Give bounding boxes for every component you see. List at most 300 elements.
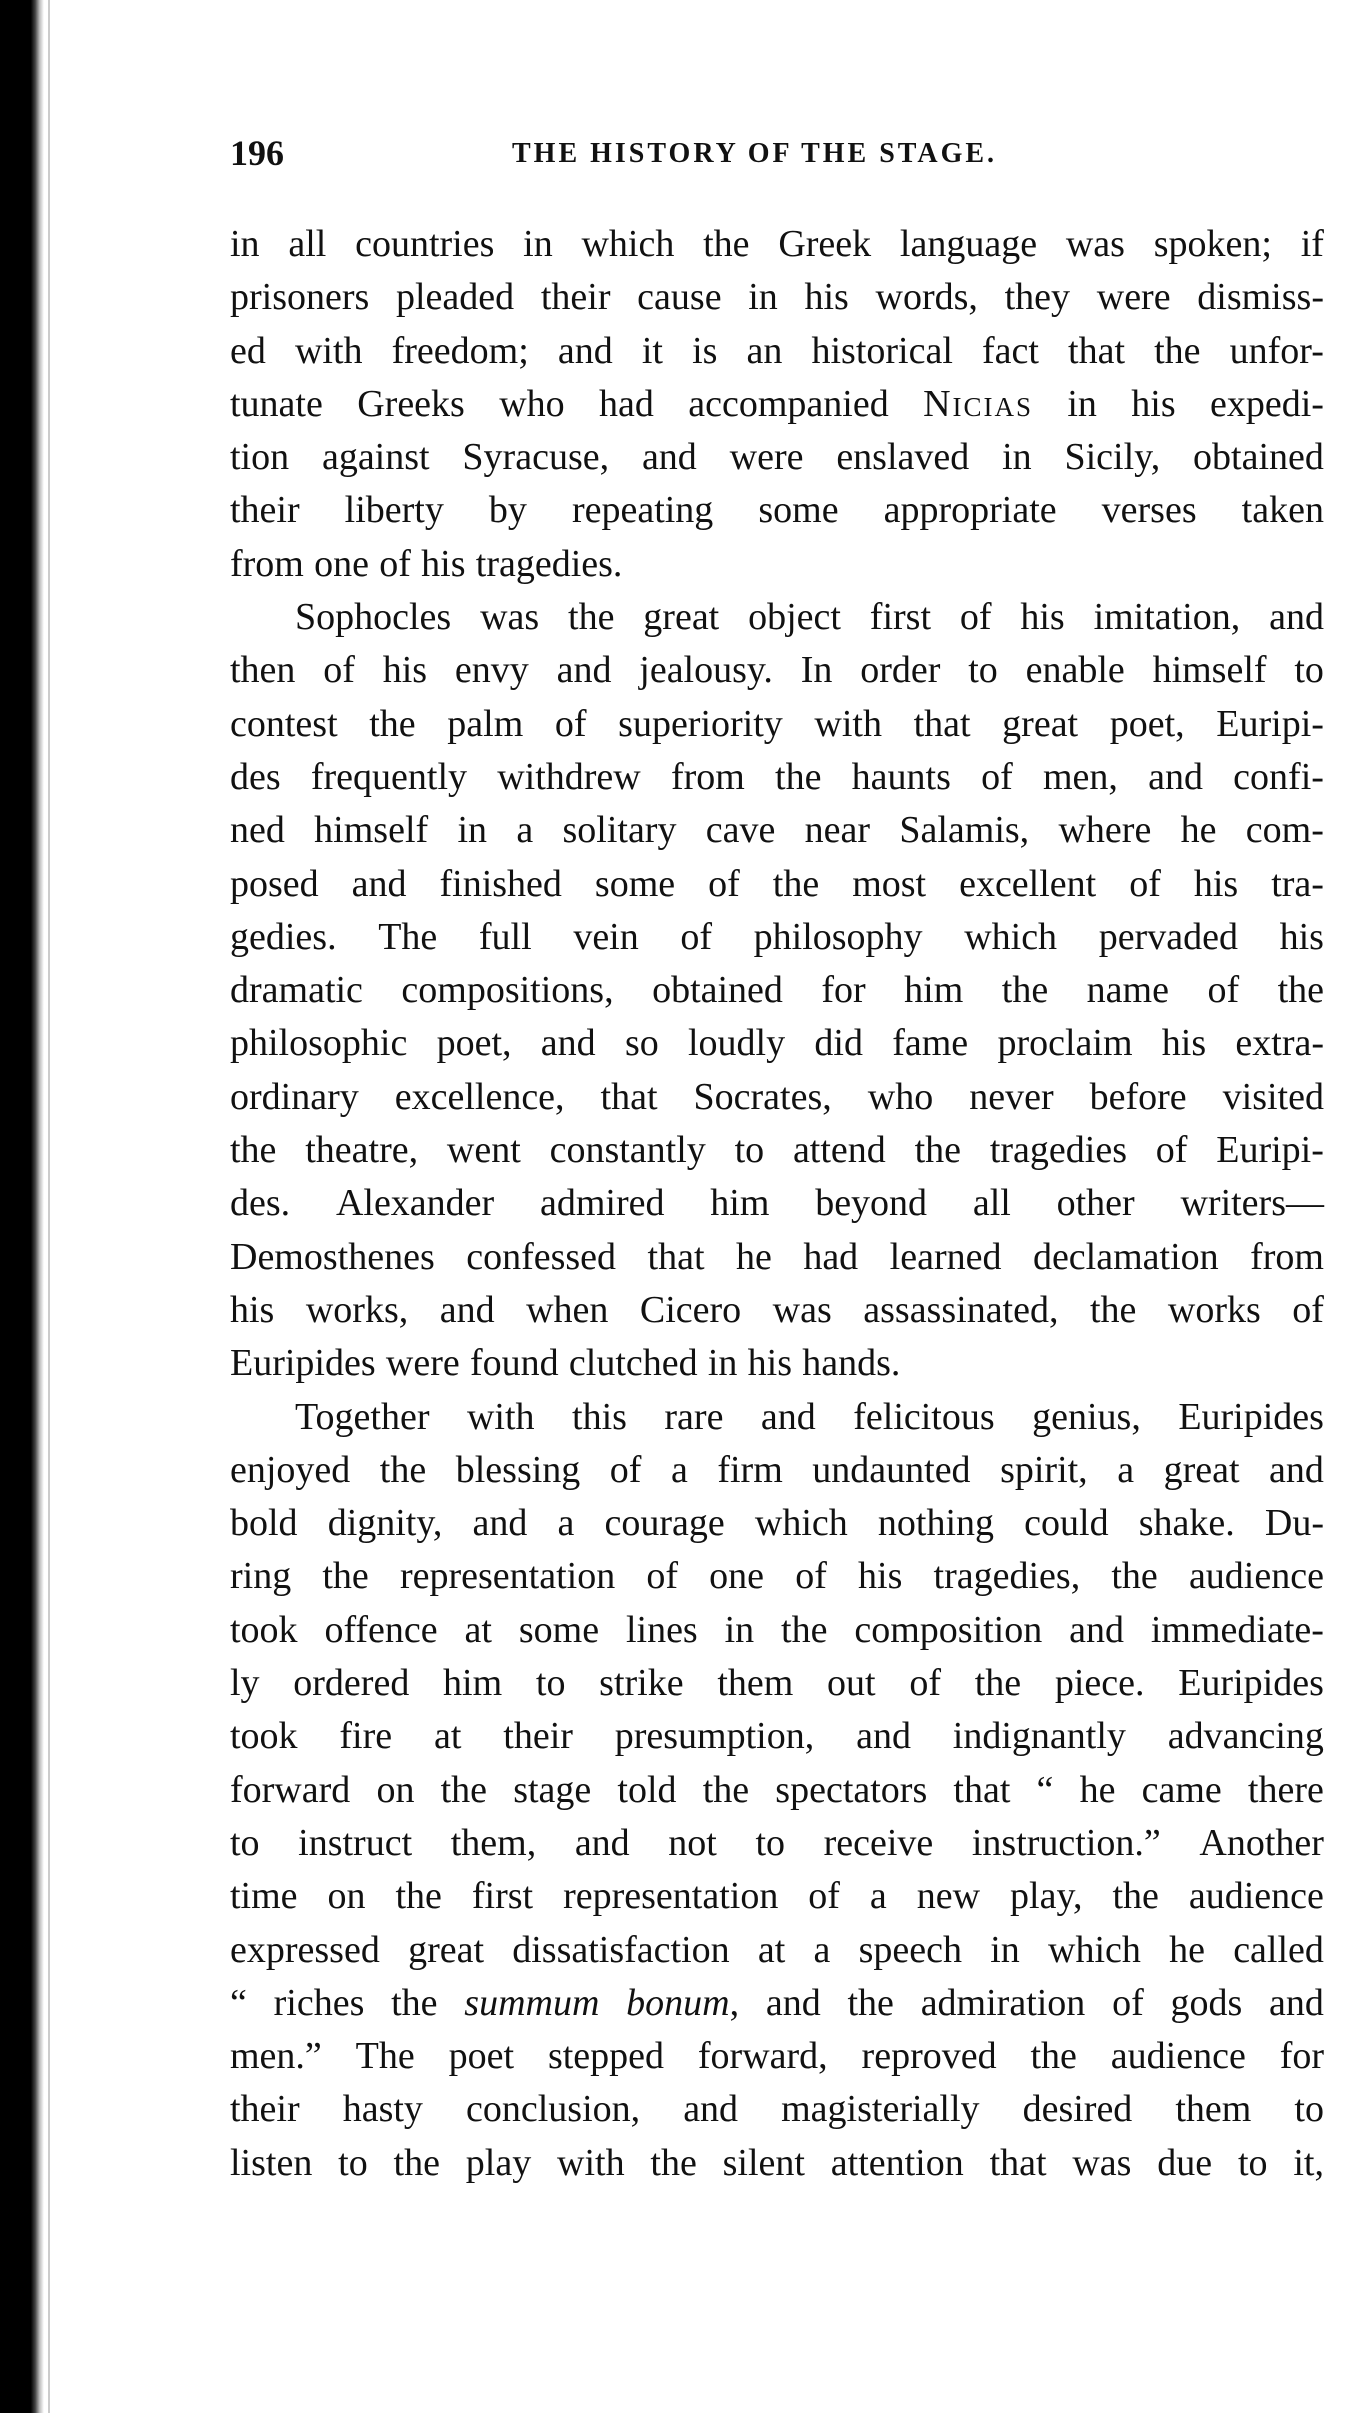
word: them,	[450, 1821, 537, 1864]
word: posed	[230, 862, 319, 905]
word: from	[230, 542, 304, 585]
word: an	[746, 329, 783, 372]
word: ed	[230, 329, 266, 372]
word: his	[1279, 915, 1324, 958]
paragraph	[230, 591, 1324, 1390]
word: expressed	[230, 1928, 380, 1971]
word: riches	[273, 1981, 365, 2024]
word: where	[1058, 809, 1152, 852]
word: a	[813, 1928, 831, 1971]
text-line	[230, 1071, 1324, 1124]
word: speech	[858, 1928, 962, 1971]
word: enslaved	[836, 436, 970, 479]
word: in	[1002, 436, 1032, 479]
word: first	[869, 596, 932, 639]
word: and	[1148, 755, 1203, 798]
text-line	[230, 1231, 1324, 1284]
word: that	[1068, 329, 1126, 372]
word: Alexander	[335, 1182, 495, 1225]
word: felicitous	[853, 1395, 995, 1438]
word: in	[748, 276, 778, 319]
word: of	[808, 1875, 840, 1918]
word: of	[1207, 969, 1240, 1012]
word: to	[230, 1821, 260, 1864]
word: gods	[1170, 1981, 1243, 2024]
text-line	[230, 431, 1324, 484]
word: in	[523, 223, 553, 265]
text-line	[230, 1657, 1324, 1710]
word: his	[747, 1342, 793, 1385]
text-line	[230, 1177, 1324, 1230]
word: and	[439, 1288, 495, 1331]
word: was	[772, 1288, 832, 1331]
word: lines	[625, 1608, 698, 1651]
word: in	[457, 809, 488, 852]
word: tra-	[1271, 862, 1324, 905]
word: clutched	[568, 1342, 698, 1385]
word: so	[624, 1022, 659, 1065]
word: Euripi-	[1216, 702, 1324, 745]
word: and	[540, 1022, 596, 1065]
word: the	[568, 596, 615, 639]
word: tunate	[230, 382, 323, 425]
word: pervaded	[1098, 915, 1238, 958]
word: conclusion,	[465, 2088, 641, 2131]
word: to	[1237, 2141, 1268, 2184]
word: is	[692, 329, 718, 372]
word: Euripides	[1178, 1395, 1324, 1438]
word: the	[369, 702, 416, 745]
word: to	[535, 1662, 566, 1705]
text-line	[230, 1284, 1324, 1337]
word: appropriate	[883, 489, 1057, 532]
word: des	[230, 755, 281, 798]
word: of	[646, 1555, 679, 1598]
word: representation	[563, 1875, 779, 1918]
word: of	[708, 862, 740, 905]
word: him	[710, 1182, 770, 1225]
text-line	[230, 644, 1324, 697]
word: his	[804, 276, 849, 319]
word: other	[1056, 1182, 1135, 1225]
word: had	[803, 1235, 859, 1278]
word: attention	[830, 2141, 964, 2184]
word: works,	[305, 1288, 409, 1331]
word: the	[391, 1981, 438, 2024]
word: des.	[230, 1182, 291, 1225]
word: out	[827, 1662, 876, 1705]
word: proclaim	[997, 1022, 1133, 1065]
text-line	[230, 1764, 1324, 1817]
word: cause	[637, 276, 722, 319]
word: them	[1175, 2088, 1252, 2131]
text-line	[230, 1391, 1324, 1444]
word: accompanied	[688, 382, 889, 425]
word: courage	[604, 1502, 725, 1545]
word: not	[668, 1821, 717, 1864]
word: enjoyed	[230, 1448, 351, 1491]
text-line	[230, 1977, 1324, 2030]
text-line	[230, 484, 1324, 537]
word: and	[1269, 596, 1324, 639]
word: verses	[1101, 489, 1197, 532]
word: his	[1020, 596, 1065, 639]
word: hasty	[342, 2088, 423, 2131]
word: at	[464, 1608, 492, 1651]
word: their	[503, 1715, 573, 1758]
paragraph	[230, 1391, 1324, 2190]
text-line	[230, 1497, 1324, 1550]
word: called	[1233, 1928, 1324, 1971]
word: tragedies	[989, 1129, 1127, 1172]
word: the	[1030, 2035, 1077, 2078]
word: magisterially	[781, 2088, 980, 2131]
word: com-	[1245, 809, 1324, 852]
book-binding-edge	[0, 0, 44, 2413]
word: imitation,	[1093, 596, 1241, 639]
word: some	[758, 489, 839, 532]
word: at	[433, 1715, 462, 1758]
word: him	[443, 1662, 503, 1705]
word: near	[804, 809, 871, 852]
word: ned	[230, 809, 285, 852]
word: writers—	[1180, 1182, 1324, 1225]
word: Sophocles	[295, 596, 452, 639]
word: and	[557, 329, 613, 372]
word: liberty	[344, 489, 444, 532]
word: philosophy	[753, 915, 923, 958]
running-title: THE HISTORY OF THE STAGE.	[512, 138, 998, 169]
word: the	[1001, 969, 1049, 1012]
word: finished	[439, 862, 562, 905]
word: which	[754, 1502, 848, 1545]
word: and	[1269, 1448, 1324, 1491]
word: firm	[717, 1448, 783, 1491]
word: to	[1294, 649, 1324, 692]
word: withdrew	[497, 755, 641, 798]
text-line	[230, 1337, 1324, 1390]
word: theatre,	[305, 1129, 419, 1172]
text-line	[230, 858, 1324, 911]
word: advancing	[1167, 1715, 1324, 1758]
word: admired	[539, 1182, 665, 1225]
word: stage	[513, 1768, 592, 1811]
word: vein	[573, 915, 639, 958]
word: did	[814, 1022, 863, 1065]
word: shake.	[1138, 1502, 1235, 1545]
word: language	[899, 223, 1038, 265]
word: there	[1247, 1768, 1324, 1811]
word: in	[707, 1342, 738, 1385]
word: fire	[339, 1715, 393, 1758]
word: visited	[1222, 1075, 1324, 1118]
word: declamation	[1032, 1235, 1219, 1278]
word: obtained	[652, 969, 783, 1012]
word: and	[574, 1821, 630, 1864]
word: jealousy.	[639, 649, 773, 692]
word: all	[972, 1182, 1011, 1225]
word: it,	[1293, 2141, 1324, 2184]
page-number: 196	[230, 133, 284, 173]
word: them	[717, 1662, 794, 1705]
word: that	[913, 702, 971, 745]
word: great	[643, 596, 720, 639]
word: were	[729, 436, 804, 479]
word: frequently	[310, 755, 468, 798]
word: genius,	[1032, 1395, 1141, 1438]
word: representation	[399, 1555, 616, 1598]
text-line	[230, 2083, 1324, 2136]
word: his	[230, 1288, 275, 1331]
word: all	[288, 223, 327, 265]
word: ordered	[293, 1662, 410, 1705]
word: play	[465, 2141, 532, 2184]
word: silent	[722, 2141, 805, 2184]
word: the	[1277, 969, 1324, 1012]
word: freedom;	[391, 329, 529, 372]
text-line	[230, 2137, 1324, 2190]
word: Demosthenes	[230, 1235, 435, 1278]
word: Salamis,	[899, 809, 1030, 852]
word: a	[670, 1448, 688, 1491]
word: contest	[230, 702, 338, 745]
text-line	[230, 804, 1324, 857]
word: were	[385, 1342, 460, 1385]
word: great	[1002, 702, 1079, 745]
word: and	[556, 649, 612, 692]
word: found	[469, 1342, 559, 1385]
word: constantly	[549, 1129, 706, 1172]
word: he	[735, 1235, 772, 1278]
word: who	[867, 1075, 934, 1118]
word: and	[856, 1715, 911, 1758]
word: went	[446, 1129, 521, 1172]
word: when	[526, 1288, 609, 1331]
word: words,	[875, 276, 978, 319]
word: never	[969, 1075, 1054, 1118]
word: the	[322, 1555, 369, 1598]
word: composition	[854, 1608, 1043, 1651]
word: of	[1292, 1288, 1324, 1331]
word: of	[1155, 1129, 1188, 1172]
word: tion	[230, 436, 290, 479]
word: Euripides	[1178, 1662, 1324, 1705]
word: of	[680, 915, 713, 958]
word: first	[471, 1875, 534, 1918]
word: the	[393, 2141, 440, 2184]
word: and	[1069, 1608, 1124, 1651]
word: was	[1072, 2141, 1132, 2184]
word: most	[852, 862, 927, 905]
word: with	[557, 2141, 625, 2184]
word: against	[321, 436, 430, 479]
word: stepped	[547, 2035, 665, 2078]
word: prisoners	[230, 276, 370, 319]
word: himself	[1152, 649, 1267, 692]
word: which	[1048, 1928, 1141, 1971]
word: the	[395, 1875, 442, 1918]
word: object	[748, 596, 841, 639]
word: Du-	[1264, 1502, 1324, 1545]
word: the	[1112, 1875, 1159, 1918]
word: the	[702, 1768, 750, 1811]
word: piece.	[1054, 1662, 1145, 1705]
word: offence	[324, 1608, 438, 1651]
word: historical	[811, 329, 953, 372]
text-line	[230, 218, 1324, 271]
word: Socrates,	[693, 1075, 832, 1118]
word: superiority	[618, 702, 783, 745]
word: “	[1036, 1768, 1054, 1811]
word: compositions,	[401, 969, 614, 1012]
word: they	[1004, 276, 1071, 319]
word: tragedies,	[933, 1555, 1081, 1598]
word: strike	[599, 1662, 684, 1705]
word: audience	[1110, 2035, 1246, 2078]
word: the	[379, 1448, 427, 1491]
body-text	[230, 218, 1324, 2190]
word: spirit,	[1000, 1448, 1088, 1491]
word: men.”	[230, 2035, 322, 2078]
word: the	[703, 223, 750, 265]
word: admiration	[920, 1981, 1086, 2024]
text-line	[230, 1817, 1324, 1870]
word: the	[847, 1981, 894, 2024]
word: blessing	[455, 1448, 581, 1491]
word: In	[800, 649, 833, 692]
word: listen	[230, 2141, 313, 2184]
word: in	[1067, 382, 1097, 425]
word: from	[670, 755, 745, 798]
word: Together	[295, 1395, 430, 1438]
word: that	[647, 1235, 705, 1278]
word: and	[1269, 1981, 1324, 2024]
word: to	[338, 2141, 368, 2184]
word: which	[964, 915, 1058, 958]
word: were	[1096, 276, 1171, 319]
word: works	[1167, 1288, 1261, 1331]
text-line	[230, 964, 1324, 1017]
word: was	[480, 596, 540, 639]
word: men,	[1042, 755, 1118, 798]
word: extra-	[1235, 1022, 1324, 1065]
word: dramatic	[230, 969, 363, 1012]
word: of	[323, 649, 355, 692]
word: he	[1079, 1768, 1116, 1811]
word: enable	[1025, 649, 1125, 692]
text-line	[230, 325, 1324, 378]
word: came	[1141, 1768, 1222, 1811]
word: the	[440, 1768, 488, 1811]
word: with	[466, 1395, 535, 1438]
word: repeating	[571, 489, 714, 532]
word: and	[472, 1502, 528, 1545]
word: excellent	[959, 862, 1097, 905]
text-line	[230, 538, 1324, 591]
word: and	[683, 2088, 739, 2131]
word: the	[650, 2141, 697, 2184]
word: one	[314, 542, 369, 585]
word: poet,	[436, 1022, 512, 1065]
word: by	[488, 489, 527, 532]
word: if	[1300, 223, 1324, 265]
word: the	[1154, 329, 1201, 372]
word: haunts	[851, 755, 951, 798]
word: attend	[792, 1129, 886, 1172]
word: of	[379, 542, 411, 585]
text-line	[230, 1017, 1324, 1070]
word: which	[581, 223, 675, 265]
word: assassinated,	[863, 1288, 1059, 1331]
word: confessed	[466, 1235, 617, 1278]
word: order	[860, 649, 941, 692]
word: some	[594, 862, 676, 905]
word: palm	[447, 702, 524, 745]
word: took	[230, 1715, 298, 1758]
word: their	[230, 2088, 300, 2131]
word: ring	[230, 1555, 292, 1598]
word: audience	[1188, 1875, 1324, 1918]
word: of	[795, 1555, 827, 1598]
word: in	[230, 223, 260, 265]
word: that	[600, 1075, 658, 1118]
word: the	[914, 1129, 962, 1172]
word: undaunted	[812, 1448, 971, 1491]
word: fact	[981, 329, 1039, 372]
text-line	[230, 1604, 1324, 1657]
text-line	[230, 698, 1324, 751]
word: Greeks	[357, 382, 465, 425]
word: a	[1117, 1448, 1135, 1491]
word: this	[572, 1395, 627, 1438]
text-line	[230, 1924, 1324, 1977]
text-line	[230, 378, 1324, 431]
word: time	[230, 1875, 298, 1918]
word: with	[294, 329, 363, 372]
word: Euripi-	[1216, 1129, 1324, 1172]
word: solitary	[562, 809, 677, 852]
word: great	[1163, 1448, 1240, 1491]
word: poet,	[1109, 702, 1185, 745]
word: “	[230, 1981, 247, 2024]
word: excellence,	[394, 1075, 565, 1118]
word: his	[421, 542, 466, 585]
word: poet	[448, 2035, 515, 2078]
word: beyond	[815, 1182, 928, 1225]
word: before	[1089, 1075, 1187, 1118]
word: the	[772, 862, 820, 905]
word: bold	[230, 1502, 298, 1545]
word: forward	[230, 1768, 351, 1811]
word: instruction.”	[971, 1821, 1161, 1864]
word: the	[775, 755, 822, 798]
word: himself	[314, 809, 429, 852]
word: reproved	[861, 2035, 997, 2078]
word: confi-	[1233, 755, 1324, 798]
word: envy	[454, 649, 529, 692]
word: spoken;	[1153, 223, 1272, 265]
word: the	[1089, 1288, 1137, 1331]
text-line	[230, 751, 1324, 804]
word: new	[916, 1875, 981, 1918]
word: was	[1065, 223, 1125, 265]
word: with	[814, 702, 882, 745]
word: Another	[1199, 1821, 1324, 1864]
word: desired	[1022, 2088, 1133, 2131]
word: rare	[664, 1395, 724, 1438]
word: dignity,	[327, 1502, 443, 1545]
text-line	[230, 911, 1324, 964]
